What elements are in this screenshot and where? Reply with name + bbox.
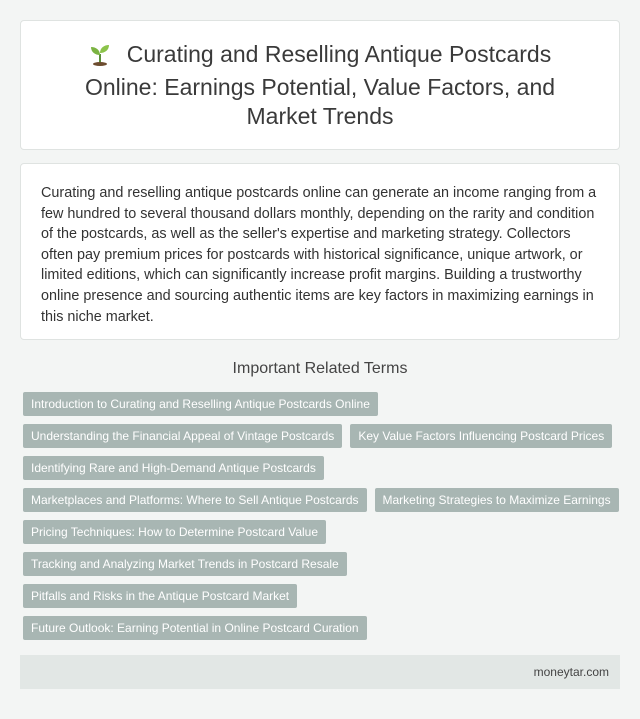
description-card [20,163,620,340]
description-text: Curating and reselling antique postcards online can generate an income ranging from a few hundred to several thousand dollars monthly, depending on the rarity and condition of the postcards, as well as the seller's expertise and marketing strategy. Collectors often pay premium prices for postcards with historical significance, unique artwork, or limited editions, which can significantly increase profit margins. Building a trustworthy online presence and sourcing authentic items are key factors in maximizing earnings in this niche market. [41,185,597,325]
title-card [20,20,620,150]
site-link[interactable]: moneytar.com [533,665,609,679]
related-term-tag[interactable]: Pricing Techniques: How to Determine Postcard Value [23,520,326,544]
related-terms-heading: Important Related Terms [232,360,408,377]
related-term-tag[interactable]: Understanding the Financial Appeal of Vintage Postcards [23,424,342,448]
related-term-tag[interactable]: Identifying Rare and High-Demand Antique Postcards [23,456,324,480]
related-term-tag[interactable]: Marketing Strategies to Maximize Earnings [375,488,619,512]
related-term-tag[interactable]: Introduction to Curating and Reselling Antique Postcards Online [23,392,378,416]
sprout-icon [89,42,111,73]
related-terms-list [23,392,623,648]
page-title [51,40,589,131]
related-term-tag[interactable]: Marketplaces and Platforms: Where to Sell Antique Postcards [23,488,367,512]
related-term-tag[interactable]: Future Outlook: Earning Potential in Online Postcard Curation [23,616,367,640]
related-term-tag[interactable]: Pitfalls and Risks in the Antique Postcard Market [23,584,297,608]
page-title-text: Curating and Reselling Antique Postcards Online: Earnings Potential, Value Factors, and Market Trends [84,40,556,129]
related-term-tag[interactable]: Key Value Factors Influencing Postcard Prices [350,424,612,448]
footer [20,655,620,689]
related-term-tag[interactable]: Tracking and Analyzing Market Trends in Postcard Resale [23,552,347,576]
